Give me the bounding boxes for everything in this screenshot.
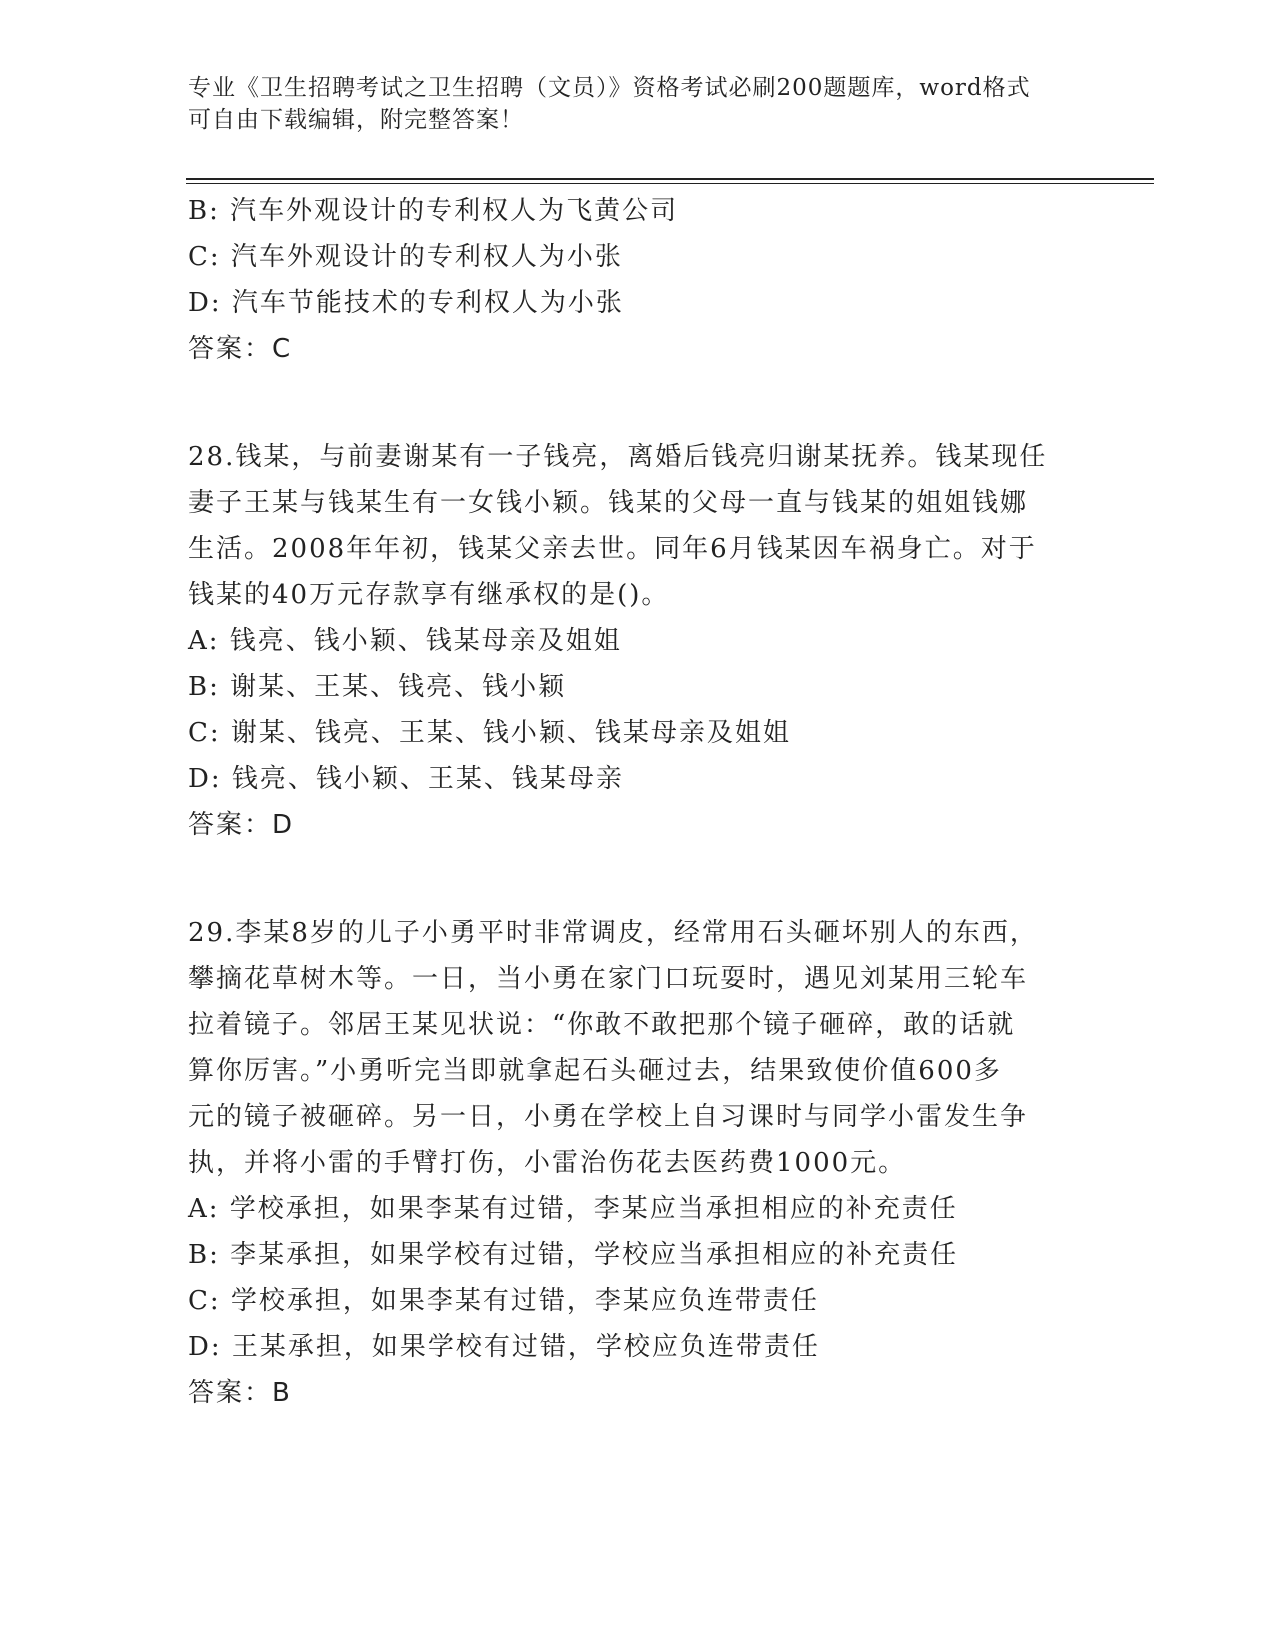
- option-b: B: 李某承担，如果学校有过错，学校应当承担相应的补充责任: [188, 1240, 959, 1270]
- option-b: B: 谢某、王某、钱亮、钱小颖: [188, 672, 567, 702]
- question-stem-line: 执，并将小雷的手臂打伤，小雷治伤花去医药费1000元。: [188, 1148, 907, 1178]
- question-stem-line: 元的镜子被砸碎。另一日，小勇在学校上自习课时与同学小雷发生争: [188, 1102, 1029, 1132]
- question-stem-line: 算你厉害。”小勇听完当即就拿起石头砸过去，结果致使价值600多: [188, 1056, 1002, 1086]
- option-a: A: 学校承担，如果李某有过错，李某应当承担相应的补充责任: [188, 1194, 958, 1224]
- answer-label: 答案：D: [188, 810, 295, 840]
- question-stem-line: 攀摘花草树木等。一日，当小勇在家门口玩耍时，遇见刘某用三轮车: [188, 964, 1029, 994]
- question-spacer: [188, 848, 1088, 910]
- option-c: C: 汽车外观设计的专利权人为小张: [188, 242, 623, 272]
- header-line-1: 专业《卫生招聘考试之卫生招聘（文员）》资格考试必刷200题题库，word格式: [188, 75, 1031, 101]
- option-d: D: 王某承担，如果学校有过错，学校应负连带责任: [188, 1332, 820, 1362]
- answer-label: 答案：C: [188, 334, 293, 364]
- question-stem-line: 生活。2008年年初，钱某父亲去世。同年6月钱某因车祸身亡。对于: [188, 534, 1037, 564]
- question-28: [188, 434, 1088, 848]
- question-stem-line: 妻子王某与钱某生有一女钱小颖。钱某的父母一直与钱某的姐姐钱娜: [188, 488, 1029, 518]
- document-body: [188, 188, 1088, 1416]
- question-stem-line: 29.李某8岁的儿子小勇平时非常调皮，经常用石头砸坏别人的东西，: [188, 918, 1038, 948]
- header-divider-thin: [186, 183, 1154, 184]
- question-29: [188, 910, 1088, 1416]
- question-27-tail: [188, 188, 1088, 372]
- option-d: D: 汽车节能技术的专利权人为小张: [188, 288, 624, 318]
- option-d: D: 钱亮、钱小颖、王某、钱某母亲: [188, 764, 624, 794]
- question-stem-line: 钱某的40万元存款享有继承权的是()。: [188, 580, 670, 610]
- option-c: C: 学校承担，如果李某有过错，李某应负连带责任: [188, 1286, 819, 1316]
- option-b: B: 汽车外观设计的专利权人为飞黄公司: [188, 196, 679, 226]
- document-header: [188, 72, 1068, 136]
- header-line-2: 可自由下载编辑，附完整答案！: [188, 107, 524, 133]
- answer-label: 答案：B: [188, 1378, 292, 1408]
- question-stem-line: 拉着镜子。邻居王某见状说：“你敢不敢把那个镜子砸碎，敢的话就: [188, 1010, 1016, 1040]
- question-stem-line: 28.钱某，与前妻谢某有一子钱亮，离婚后钱亮归谢某抚养。钱某现任: [188, 442, 1048, 472]
- question-spacer: [188, 372, 1088, 434]
- option-c: C: 谢某、钱亮、王某、钱小颖、钱某母亲及姐姐: [188, 718, 791, 748]
- header-divider-thick: [186, 178, 1154, 180]
- option-a: A: 钱亮、钱小颖、钱某母亲及姐姐: [188, 626, 622, 656]
